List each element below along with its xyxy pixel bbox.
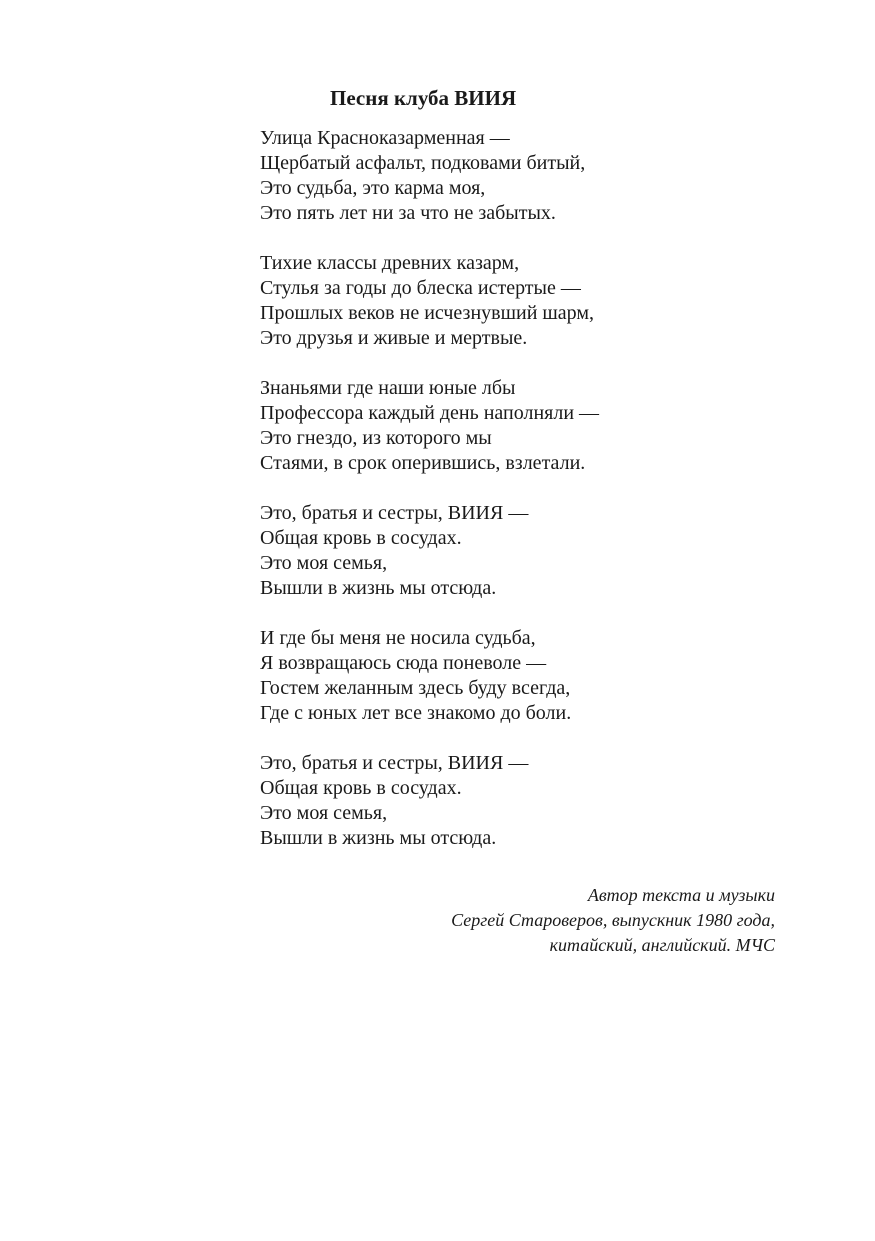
poem-line: Это гнездо, из которого мы (260, 427, 492, 449)
poem-line: Улица Красноказарменная — (260, 127, 510, 149)
poem-line: Гостем желанным здесь буду всегда, (260, 677, 571, 699)
song-title: Песня клуба ВИИЯ (330, 86, 517, 110)
poem-line: Это моя семья, (260, 802, 388, 824)
stanza-5 (260, 626, 780, 726)
credit-line: китайский, английский. МЧС (549, 935, 775, 955)
poem-line: Стулья за годы до блеска истертые — (260, 277, 581, 299)
stanza-6 (260, 751, 780, 851)
poem-line: Это судьба, это карма моя, (260, 177, 486, 199)
poem-line: Где с юных лет все знакомо до боли. (260, 702, 572, 724)
poem-line: Я возвращаюсь сюда поневоле — (260, 652, 547, 674)
poem-line: Общая кровь в сосудах. (260, 527, 462, 549)
poem-line: Тихие классы древних казарм, (260, 252, 520, 274)
poem-line: Общая кровь в сосудах. (260, 777, 462, 799)
poem-line: Это пять лет ни за что не забытых. (260, 202, 556, 224)
stanza-1 (260, 126, 780, 226)
poem-line: Это друзья и живые и мертвые. (260, 327, 528, 349)
stanza-3 (260, 376, 780, 476)
credit-line: Автор текста и музыки (587, 885, 775, 905)
poem-line: Вышли в жизнь мы отсюда. (260, 827, 497, 849)
poem-line: Щербатый асфальт, подковами битый, (260, 152, 586, 174)
poem-line: Вышли в жизнь мы отсюда. (260, 577, 497, 599)
stanza-4 (260, 501, 780, 601)
stanza-2 (260, 251, 780, 351)
poem-line: Знаньями где наши юные лбы (260, 377, 516, 399)
poem-line: Это моя семья, (260, 552, 388, 574)
poem-line: И где бы меня не носила судьба, (260, 627, 536, 649)
author-credits (451, 883, 775, 958)
credit-line: Сергей Староверов, выпускник 1980 года, (451, 910, 775, 930)
poem-line: Это, братья и сестры, ВИИЯ — (260, 752, 529, 774)
poem-line: Стаями, в срок оперившись, взлетали. (260, 452, 586, 474)
poem-line: Это, братья и сестры, ВИИЯ — (260, 502, 529, 524)
poem-line: Профессора каждый день наполняли — (260, 402, 600, 424)
poem-body (260, 126, 780, 876)
poem-line: Прошлых веков не исчезнувший шарм, (260, 302, 595, 324)
